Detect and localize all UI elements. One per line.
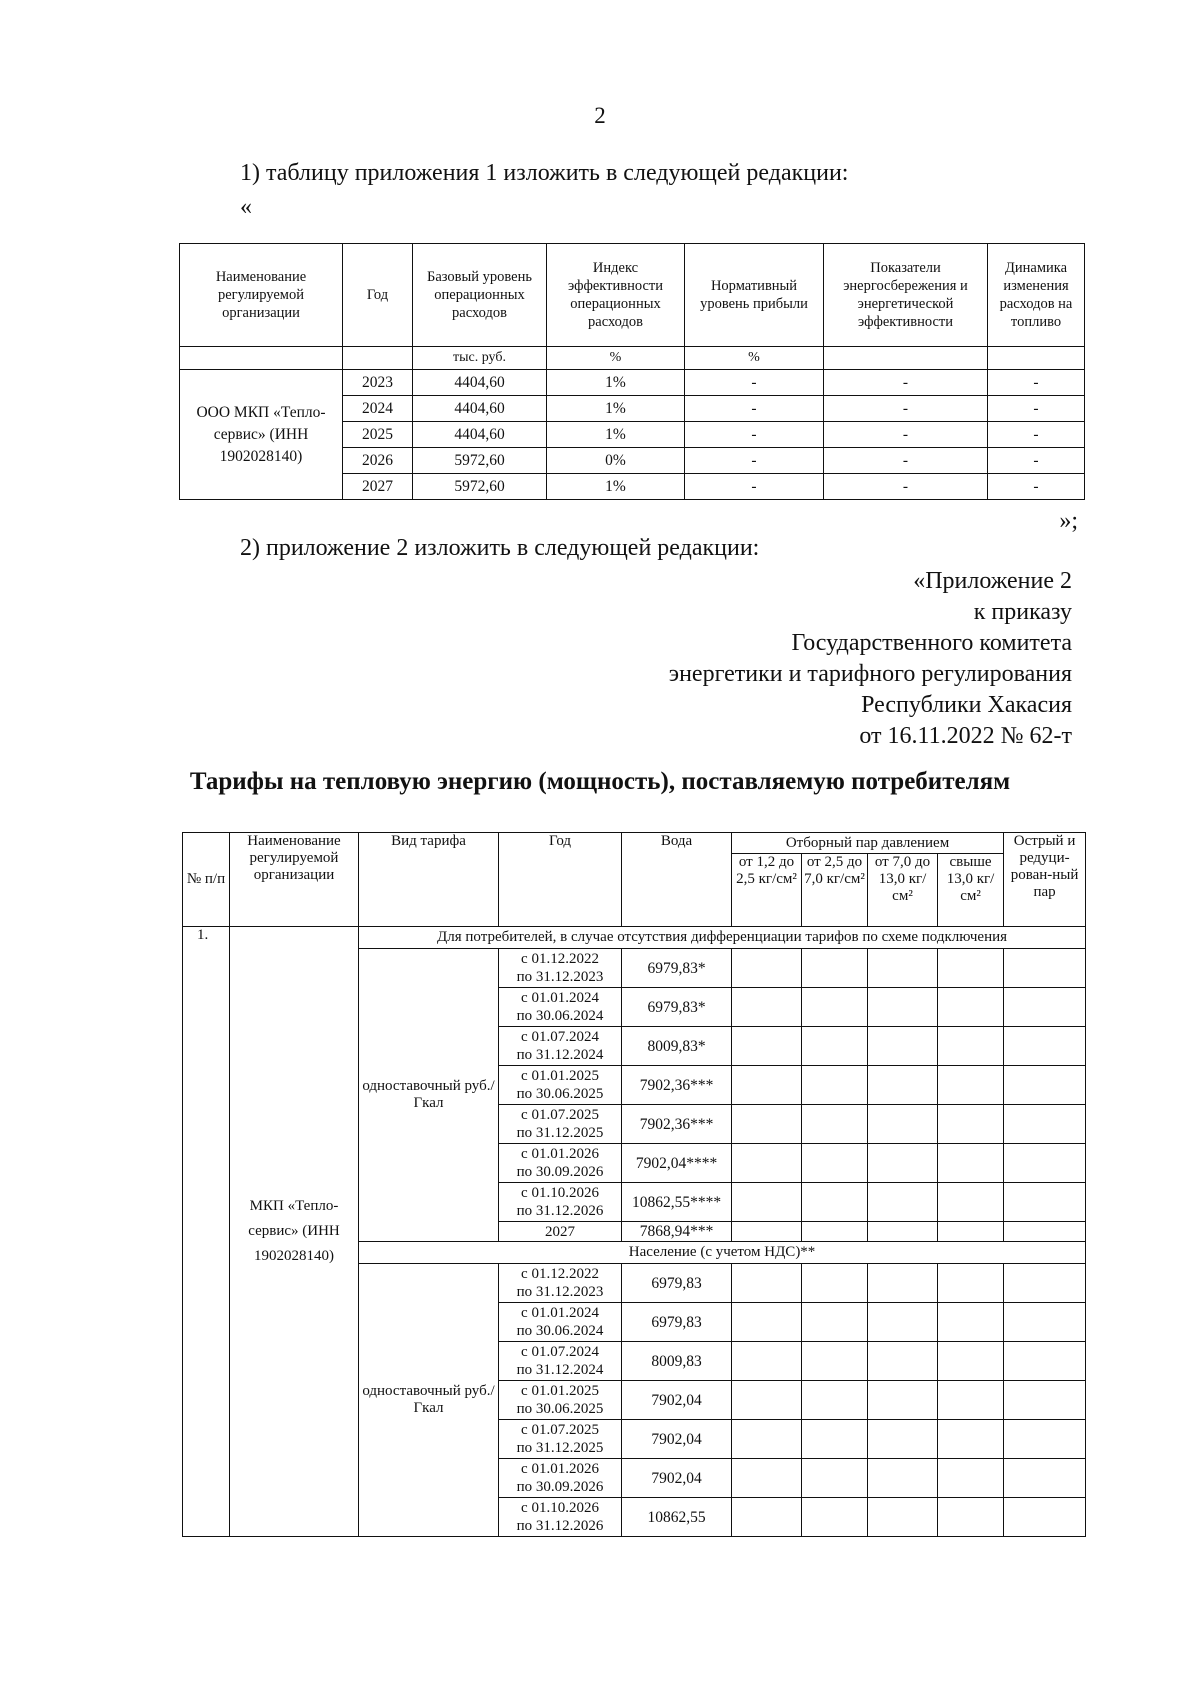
cell-profit: - bbox=[685, 396, 824, 422]
quote-close: »; bbox=[1059, 508, 1078, 534]
header-num: № п/п bbox=[183, 833, 230, 927]
quote-open: « bbox=[240, 194, 252, 220]
period-cell: с 01.10.2026 по 31.12.2026 bbox=[499, 1183, 622, 1222]
period-cell: с 01.01.2025 по 30.06.2025 bbox=[499, 1066, 622, 1105]
unit-empty bbox=[988, 347, 1085, 370]
period-cell: 2027 bbox=[499, 1222, 622, 1242]
tariff-type: одноставочный руб./Гкал bbox=[359, 1264, 499, 1537]
header-type: Вид тарифа bbox=[359, 833, 499, 927]
appendix-line: «Приложение 2 bbox=[913, 568, 1072, 594]
cell-profit: - bbox=[685, 448, 824, 474]
cell-profit: - bbox=[685, 422, 824, 448]
water-value: 7868,94*** bbox=[622, 1222, 732, 1242]
header-base: Базовый уровень операционных расходов bbox=[413, 244, 547, 347]
water-value: 7902,36*** bbox=[622, 1066, 732, 1105]
cell-profit: - bbox=[685, 474, 824, 500]
header-p1: от 1,2 до 2,5 кг/см² bbox=[732, 854, 802, 927]
cell-index: 1% bbox=[547, 396, 685, 422]
period-cell: с 01.01.2026 по 30.09.2026 bbox=[499, 1459, 622, 1498]
water-value: 7902,04 bbox=[622, 1420, 732, 1459]
row-number: 1. bbox=[183, 927, 230, 1537]
water-value: 7902,04 bbox=[622, 1381, 732, 1420]
tariff-title: Тарифы на тепловую энергию (мощность), поставляемую потребителям bbox=[189, 768, 1011, 795]
cell-year: 2026 bbox=[343, 448, 413, 474]
cell-index: 1% bbox=[547, 474, 685, 500]
header-fuel: Динамика изменения расходов на топливо bbox=[988, 244, 1085, 347]
table-row bbox=[180, 370, 1085, 396]
cell-base: 4404,60 bbox=[413, 422, 547, 448]
period-cell: с 01.01.2024 по 30.06.2024 bbox=[499, 1303, 622, 1342]
section-header: Для потребителей, в случае отсутствия дифференциации тарифов по схеме подключения bbox=[359, 927, 1086, 949]
tariff-table bbox=[182, 832, 1086, 1537]
header-profit: Нормативный уровень прибыли bbox=[685, 244, 824, 347]
cell-index: 1% bbox=[547, 422, 685, 448]
cell-energy: - bbox=[824, 396, 988, 422]
header-year: Год bbox=[343, 244, 413, 347]
water-value: 6979,83 bbox=[622, 1303, 732, 1342]
appendix-header bbox=[669, 566, 1072, 752]
cell-fuel: - bbox=[988, 422, 1085, 448]
org-name: ООО МКП «Тепло-сервис» (ИНН 1902028140) bbox=[180, 370, 343, 500]
period-cell: с 01.07.2024 по 31.12.2024 bbox=[499, 1027, 622, 1066]
tariff-type: одноставочный руб./Гкал bbox=[359, 949, 499, 1242]
appendix-line: Государственного комитета bbox=[791, 630, 1072, 656]
org-name: МКП «Тепло-сервис» (ИНН 1902028140) bbox=[230, 927, 359, 1537]
period-cell: с 01.01.2024 по 30.06.2024 bbox=[499, 988, 622, 1027]
efficiency-table bbox=[179, 243, 1085, 500]
header-year: Год bbox=[499, 833, 622, 927]
cell-energy: - bbox=[824, 370, 988, 396]
period-cell: с 01.07.2025 по 31.12.2025 bbox=[499, 1420, 622, 1459]
period-cell: с 01.10.2026 по 31.12.2026 bbox=[499, 1498, 622, 1537]
water-value: 6979,83 bbox=[622, 1264, 732, 1303]
cell-fuel: - bbox=[988, 474, 1085, 500]
header-energy: Показатели энергосбережения и энергетической эффективности bbox=[824, 244, 988, 347]
unit-empty bbox=[824, 347, 988, 370]
paragraph-2: 2) приложение 2 изложить в следующей редакции: bbox=[240, 535, 760, 561]
appendix-line: от 16.11.2022 № 62-т bbox=[859, 723, 1072, 749]
water-value: 7902,04 bbox=[622, 1459, 732, 1498]
cell-year: 2027 bbox=[343, 474, 413, 500]
header-steam: Отборный пар давлением bbox=[732, 833, 1004, 854]
cell-year: 2023 bbox=[343, 370, 413, 396]
paragraph-1: 1) таблицу приложения 1 изложить в следующей редакции: bbox=[240, 160, 849, 186]
cell-index: 1% bbox=[547, 370, 685, 396]
cell-base: 5972,60 bbox=[413, 448, 547, 474]
period-cell: с 01.01.2026 по 30.09.2026 bbox=[499, 1144, 622, 1183]
header-org: Наименование регулируемой организации bbox=[180, 244, 343, 347]
header-water: Вода bbox=[622, 833, 732, 927]
cell-year: 2025 bbox=[343, 422, 413, 448]
unit-base: тыс. руб. bbox=[413, 347, 547, 370]
header-org: Наименование регулируемой организации bbox=[230, 833, 359, 927]
page-number: 2 bbox=[594, 103, 606, 128]
cell-base: 4404,60 bbox=[413, 396, 547, 422]
cell-energy: - bbox=[824, 474, 988, 500]
cell-fuel: - bbox=[988, 448, 1085, 474]
unit-empty bbox=[343, 347, 413, 370]
header-index: Индекс эффективности операционных расходов bbox=[547, 244, 685, 347]
period-cell: с 01.07.2024 по 31.12.2024 bbox=[499, 1342, 622, 1381]
water-value: 6979,83* bbox=[622, 949, 732, 988]
cell-base: 4404,60 bbox=[413, 370, 547, 396]
period-cell: с 01.12.2022 по 31.12.2023 bbox=[499, 1264, 622, 1303]
water-value: 6979,83* bbox=[622, 988, 732, 1027]
cell-profit: - bbox=[685, 370, 824, 396]
water-value: 8009,83 bbox=[622, 1342, 732, 1381]
appendix-line: энергетики и тарифного регулирования bbox=[668, 661, 1072, 687]
cell-fuel: - bbox=[988, 396, 1085, 422]
section-header: Население (с учетом НДС)** bbox=[359, 1242, 1086, 1264]
cell-base: 5972,60 bbox=[413, 474, 547, 500]
header-p3: от 7,0 до 13,0 кг/см² bbox=[868, 854, 938, 927]
unit-empty bbox=[180, 347, 343, 370]
header-sharp: Острый и редуци-рован-ный пар bbox=[1004, 833, 1086, 927]
period-cell: с 01.12.2022 по 31.12.2023 bbox=[499, 949, 622, 988]
water-value: 7902,04**** bbox=[622, 1144, 732, 1183]
water-value: 8009,83* bbox=[622, 1027, 732, 1066]
water-value: 10862,55 bbox=[622, 1498, 732, 1537]
cell-index: 0% bbox=[547, 448, 685, 474]
water-value: 10862,55**** bbox=[622, 1183, 732, 1222]
period-cell: с 01.01.2025 по 30.06.2025 bbox=[499, 1381, 622, 1420]
cell-energy: - bbox=[824, 422, 988, 448]
unit-profit: % bbox=[685, 347, 824, 370]
cell-year: 2024 bbox=[343, 396, 413, 422]
appendix-line: Республики Хакасия bbox=[861, 692, 1072, 718]
unit-index: % bbox=[547, 347, 685, 370]
header-p4: свыше 13,0 кг/см² bbox=[938, 854, 1004, 927]
period-cell: с 01.07.2025 по 31.12.2025 bbox=[499, 1105, 622, 1144]
appendix-line: к приказу bbox=[973, 599, 1072, 625]
cell-fuel: - bbox=[988, 370, 1085, 396]
cell-energy: - bbox=[824, 448, 988, 474]
water-value: 7902,36*** bbox=[622, 1105, 732, 1144]
header-p2: от 2,5 до 7,0 кг/см² bbox=[802, 854, 868, 927]
